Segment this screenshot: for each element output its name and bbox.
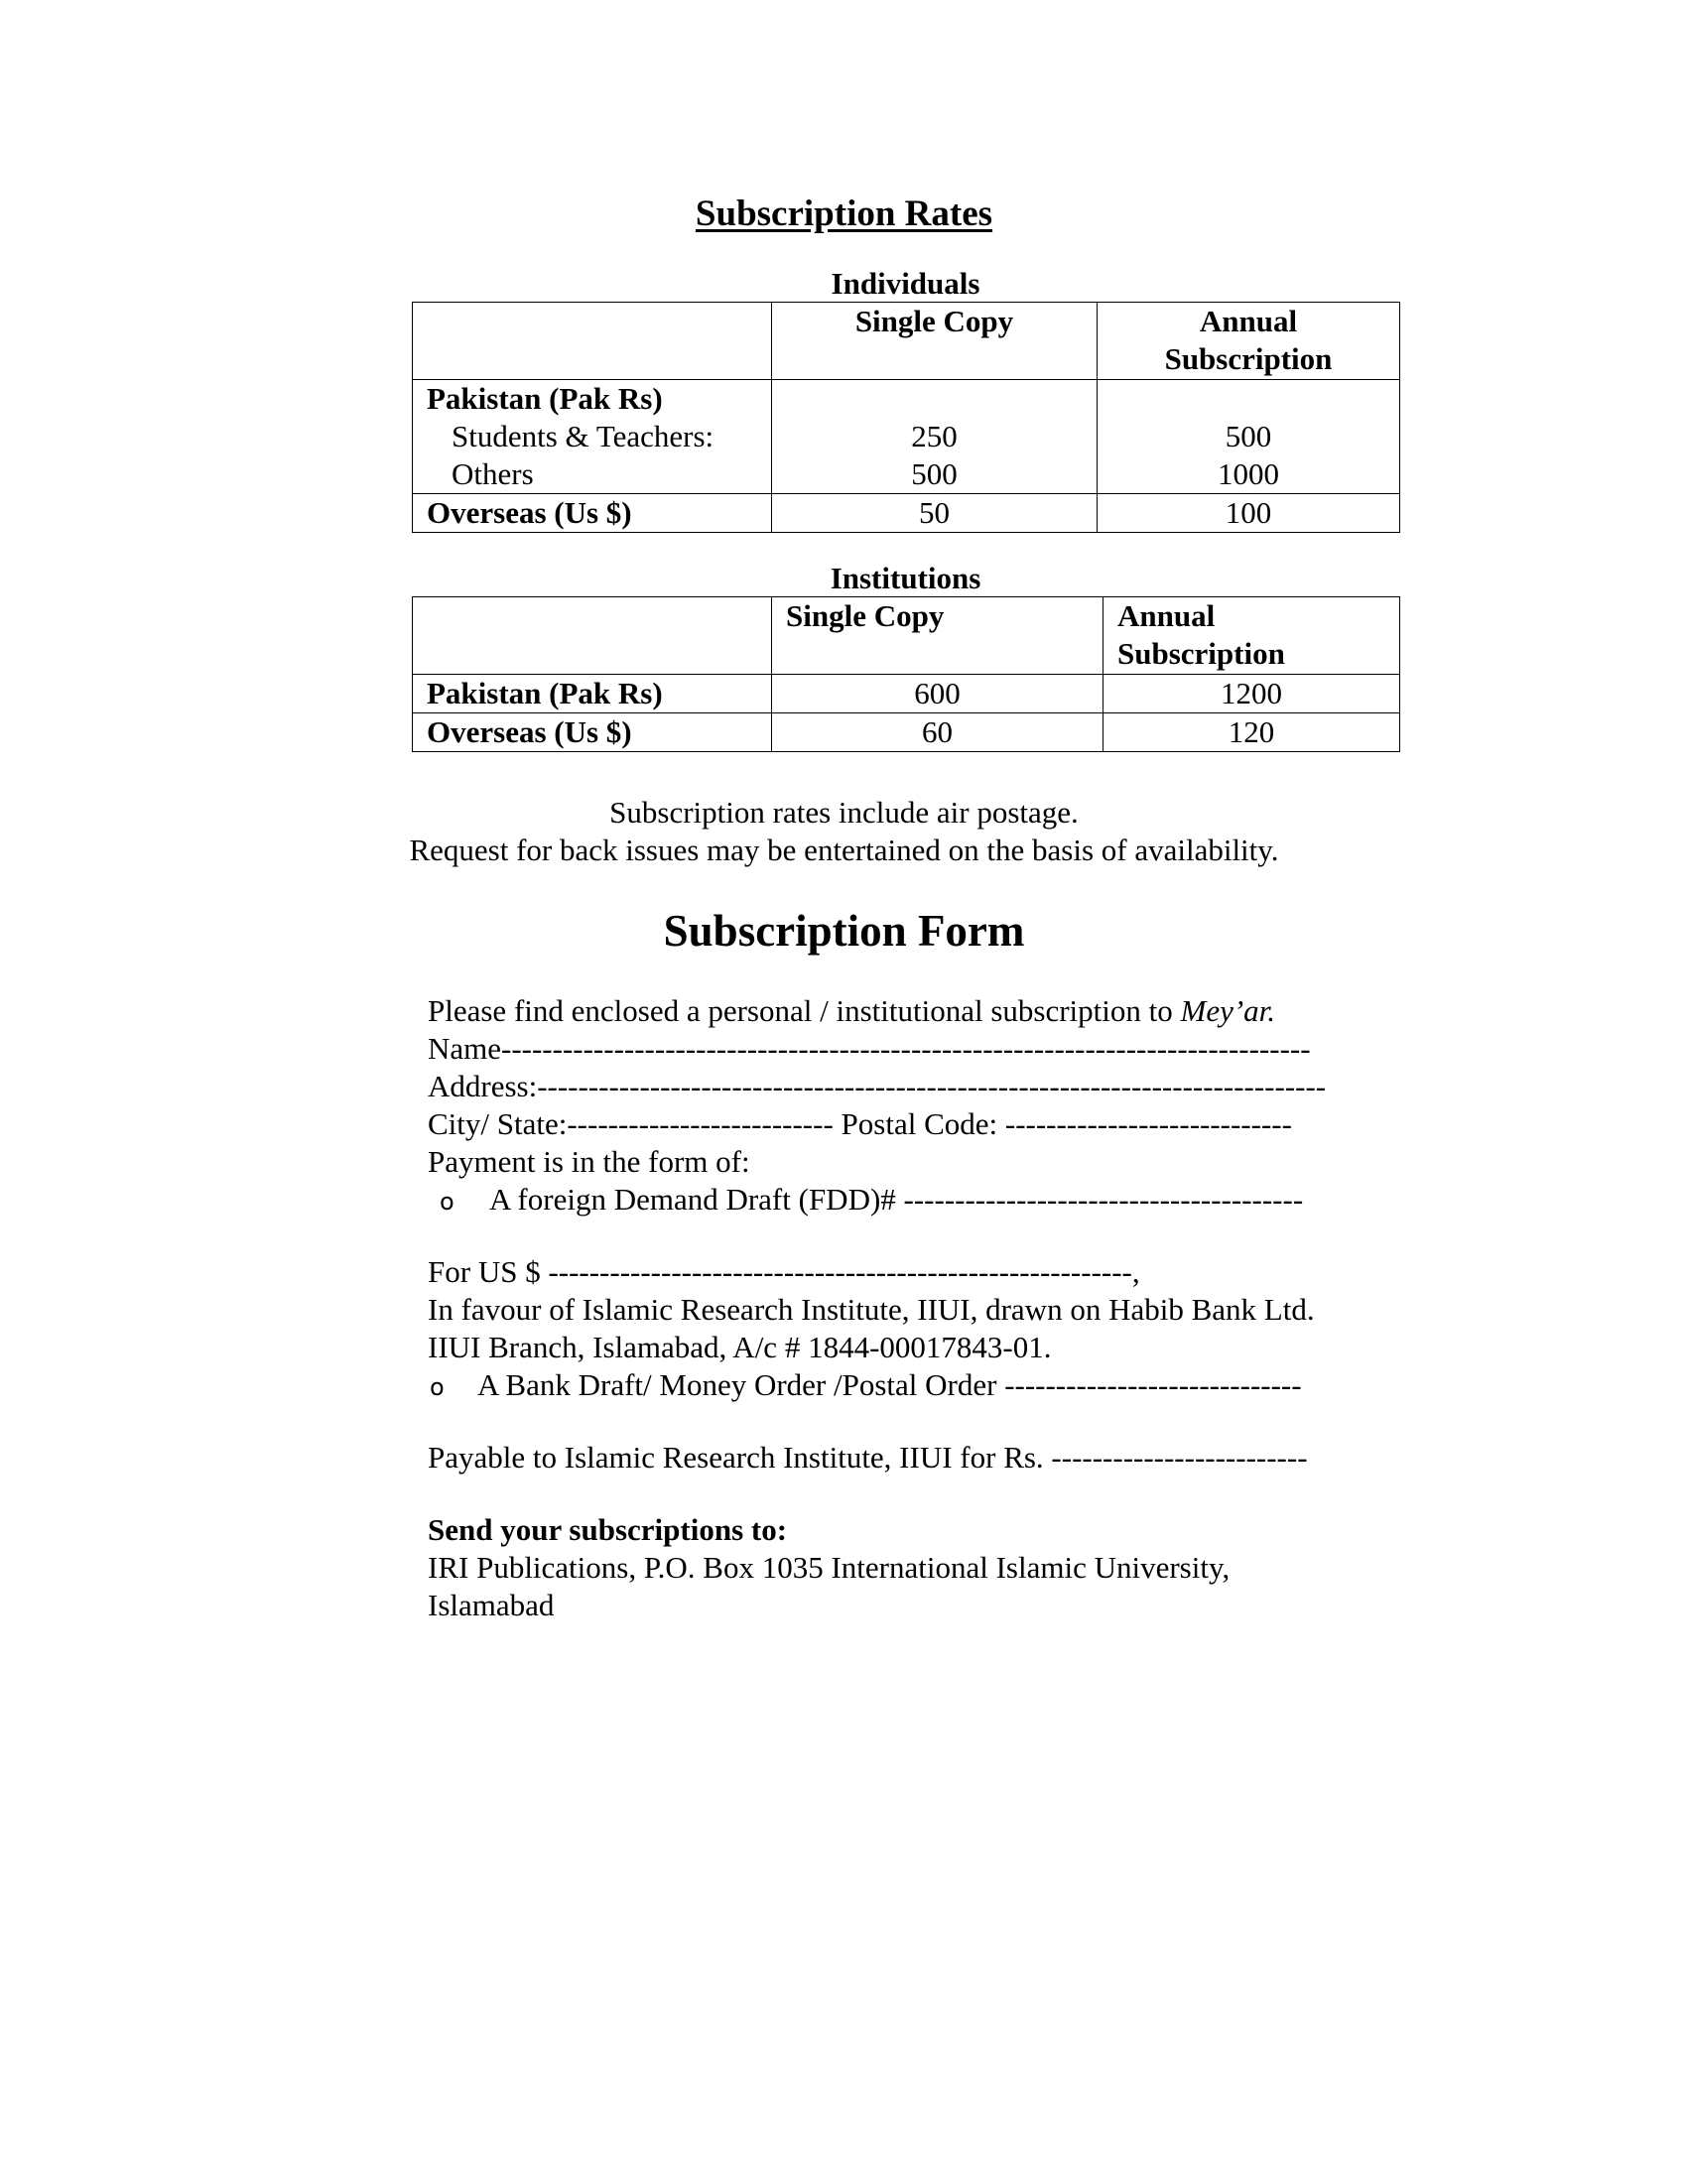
others-annual-value: 1000 [1218, 456, 1279, 491]
table-row [413, 303, 1400, 380]
header-single-copy: Single Copy [772, 303, 1098, 380]
pakistan-annual-value: 1200 [1104, 675, 1400, 713]
send-heading: Send your subscriptions to: [428, 1512, 788, 1547]
pakistan-annual-cell [1098, 380, 1400, 494]
overseas-label: Overseas (Us $) [413, 713, 772, 752]
others-single-value: 500 [911, 456, 958, 491]
table-row [413, 713, 1400, 752]
others-label: Others [452, 456, 534, 491]
overseas-single-value: 50 [772, 494, 1098, 533]
name-field[interactable]: Name------------------------------------------------------------------------------- [428, 1031, 1311, 1066]
pakistan-label: Pakistan (Pak Rs) [427, 381, 663, 416]
send-address-line-1: IRI Publications, P.O. Box 1035 International Islamic University, [428, 1550, 1231, 1585]
city-state-field[interactable]: City/ State:-------------------------- [428, 1106, 842, 1141]
subscription-rates-title: Subscription Rates [695, 193, 993, 234]
city-postal-line [428, 1105, 1400, 1143]
favour-text: In favour of Islamic Research Institute, IIUI, drawn on Habib Bank Ltd. [428, 1292, 1315, 1327]
header-blank-cell [413, 303, 772, 380]
students-single-value: 250 [911, 419, 958, 453]
for-us-amount-field[interactable]: For US $ ---------------------------------------------------------, [428, 1254, 1140, 1289]
send-address-line-2: Islamabad [428, 1588, 555, 1622]
rates-notes [0, 794, 1688, 869]
overseas-annual-value: 120 [1104, 713, 1400, 752]
radio-circle-icon[interactable]: o [440, 1188, 454, 1216]
header-annual-subscription: Annual Subscription [1098, 303, 1400, 380]
payable-rs-field[interactable]: Payable to Islamic Research Institute, IIUI for Rs. ------------------------- [428, 1440, 1308, 1475]
individuals-caption: Individuals [831, 266, 980, 301]
header-single-copy: Single Copy [772, 597, 1104, 675]
overseas-annual-value: 100 [1098, 494, 1400, 533]
bank-draft-option[interactable]: o A Bank Draft/ Money Order /Postal Order ----------------------------- [428, 1366, 1400, 1404]
institutions-caption: Institutions [830, 561, 981, 595]
table-row [413, 675, 1400, 713]
postal-code-field[interactable]: Postal Code: ---------------------------- [841, 1106, 1292, 1141]
form-intro: Please find enclosed a personal / institutional subscription to Mey’ar. [428, 993, 1276, 1028]
note-back-issues: Request for back issues may be entertained on the basis of availability. [409, 833, 1279, 867]
subscription-form-title: Subscription Form [663, 906, 1025, 956]
payment-label: Payment is in the form of: [428, 1144, 750, 1179]
individuals-table [412, 302, 1400, 533]
journal-name: Mey’ar. [1180, 993, 1276, 1028]
branch-text: IIUI Branch, Islamabad, A/c # 1844-00017843-01. [428, 1330, 1052, 1364]
pakistan-label: Pakistan (Pak Rs) [413, 675, 772, 713]
students-annual-value: 500 [1225, 419, 1272, 453]
overseas-label: Overseas (Us $) [413, 494, 772, 533]
pakistan-single-value: 600 [772, 675, 1104, 713]
institutions-table [412, 596, 1400, 752]
pakistan-label-cell [413, 380, 772, 494]
students-label: Students & Teachers: [452, 419, 714, 453]
header-blank-cell [413, 597, 772, 675]
table-row [413, 380, 1400, 494]
note-air-postage: Subscription rates include air postage. [609, 795, 1079, 830]
table-row [413, 494, 1400, 533]
overseas-single-value: 60 [772, 713, 1104, 752]
header-annual-subscription: Annual Subscription [1104, 597, 1400, 675]
table-row [413, 597, 1400, 675]
pakistan-single-cell [772, 380, 1098, 494]
fdd-option[interactable]: o A foreign Demand Draft (FDD)# --------------------------------------- [428, 1181, 1400, 1219]
radio-circle-icon[interactable]: o [430, 1373, 445, 1401]
subscription-form [428, 992, 1400, 1624]
address-field[interactable]: Address:----------------------------------------------------------------------------- [428, 1069, 1327, 1103]
